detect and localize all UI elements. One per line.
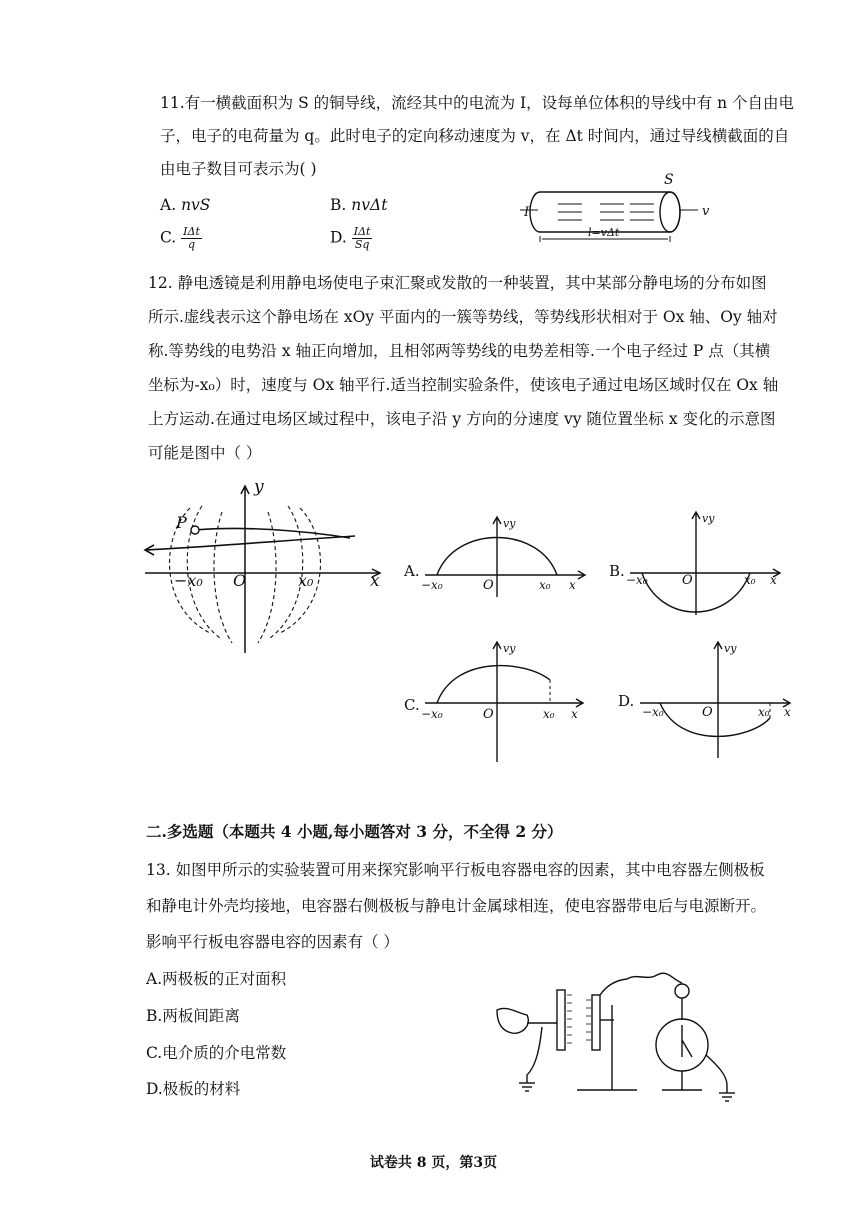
q11-line2: 子，电子的电荷量为 q。此时电子的定向移动速度为 v，在 Δt 时间内，通过导线横截面的自 [160, 127, 790, 145]
q13-line1: 13. 如图甲所示的实验装置可用来探究影响平行板电容器电容的因素，其中电容器左侧极板 [146, 861, 765, 879]
q13-option-b[interactable]: B.两板间距离 [146, 1007, 240, 1025]
vy-label: vy [702, 512, 715, 525]
neg-x0-label: −x₀ [174, 571, 203, 590]
field-figure [140, 478, 390, 658]
point-p-label: P [176, 513, 187, 532]
q13-line2: 和静电计外壳均接地，电容器右侧极板与静电计金属球相连，使电容器带电后与电源断开。 [146, 897, 767, 915]
page-footer: 试卷共 8 页，第3页 [369, 1155, 498, 1171]
q12-line4: 坐标为-x₀）时，速度与 Ox 轴平行.适当控制实验条件，使该电子通过电场区域时仅在 Ox 轴 [148, 376, 779, 394]
graph-c-label[interactable]: C. [404, 696, 420, 714]
x-label: x [784, 705, 791, 719]
wire-figure [520, 170, 720, 245]
q12-line6: 可能是图中（ ） [148, 444, 262, 462]
q11-option-c[interactable]: C. $\frac{\text{IΔt}}{q}$ [160, 225, 200, 252]
q12-line1: 12. 静电透镜是利用静电场使电子束汇聚或发散的一种装置，其中某部分静电场的分布如图 [148, 274, 767, 292]
length-label: l=vΔt [588, 226, 620, 239]
x0-label: x₀ [758, 705, 770, 719]
neg-x0-label: −x₀ [421, 578, 443, 592]
q13-line3: 影响平行板电容器电容的因素有（ ） [146, 933, 399, 951]
fraction: $\frac{\text{IΔt}}{Sq}$ [353, 225, 371, 252]
capacitor-apparatus-figure [492, 965, 752, 1115]
origin-label: O [483, 707, 494, 722]
current-label: I [524, 205, 530, 220]
vy-label: vy [724, 642, 737, 655]
x0-label: x₀ [298, 571, 314, 590]
origin-label: O [702, 705, 713, 720]
graph-d [640, 640, 810, 760]
origin-label: O [682, 573, 693, 588]
x-axis-label: x [370, 571, 380, 591]
graph-b [626, 510, 800, 620]
x-label: x [571, 707, 578, 721]
q11-line3: 由电子数目可表示为( ) [160, 160, 317, 178]
area-label: S [664, 172, 674, 188]
x0-label: x₀ [543, 707, 555, 721]
neg-x0-label: −x₀ [421, 707, 443, 721]
graph-d-label[interactable]: D. [618, 692, 635, 710]
q13-option-d[interactable]: D.极板的材料 [146, 1080, 241, 1098]
q11-option-b[interactable]: B. nvΔt [330, 196, 388, 214]
y-axis-label: y [254, 477, 264, 497]
vy-label: vy [503, 642, 516, 655]
graph-a [421, 515, 595, 600]
x0-label: x₀ [539, 578, 551, 592]
q12-line2: 所示.虚线表示这个静电场在 xOy 平面内的一簇等势线，等势线形状相对于 Ox 轴、Oy 轴对 [148, 308, 778, 326]
q13-option-a[interactable]: A.两极板的正对面积 [146, 970, 287, 988]
q12-line3: 称.等势线的电势沿 x 轴正向增加，且相邻两等势线的电势差相等.一个电子经过 P 点（其横 [148, 342, 771, 360]
vy-label: vy [503, 517, 516, 530]
neg-x0-label: −x₀ [626, 573, 648, 587]
q11-line1: 11.有一横截面积为 S 的铜导线，流经其中的电流为 I，设每单位体积的导线中有 n 个自由电 [160, 94, 795, 112]
section-heading: 二.多选题（本题共 4 小题,每小题答对 3 分，不全得 2 分） [146, 822, 563, 841]
q11-option-d[interactable]: D. $\frac{\text{IΔt}}{Sq}$ [330, 225, 371, 252]
origin-label: O [233, 571, 247, 590]
q12-line5: 上方运动.在通过电场区域过程中，该电子沿 y 方向的分速度 vy 随位置坐标 x 变化的示意图 [148, 410, 776, 428]
graph-b-label[interactable]: B. [609, 562, 625, 580]
q11-option-a[interactable]: A. nvS [160, 196, 211, 214]
graph-c [421, 640, 595, 765]
x-label: x [569, 578, 576, 592]
origin-label: O [483, 578, 494, 593]
x-label: x [770, 573, 777, 587]
velocity-label: v [702, 204, 710, 219]
neg-x0-label: −x₀ [642, 705, 664, 719]
graph-a-label[interactable]: A. [404, 562, 420, 580]
q13-option-c[interactable]: C.电介质的介电常数 [146, 1044, 287, 1062]
x0-label: x₀ [744, 573, 756, 587]
fraction: $\frac{\text{IΔt}}{q}$ [183, 225, 200, 252]
